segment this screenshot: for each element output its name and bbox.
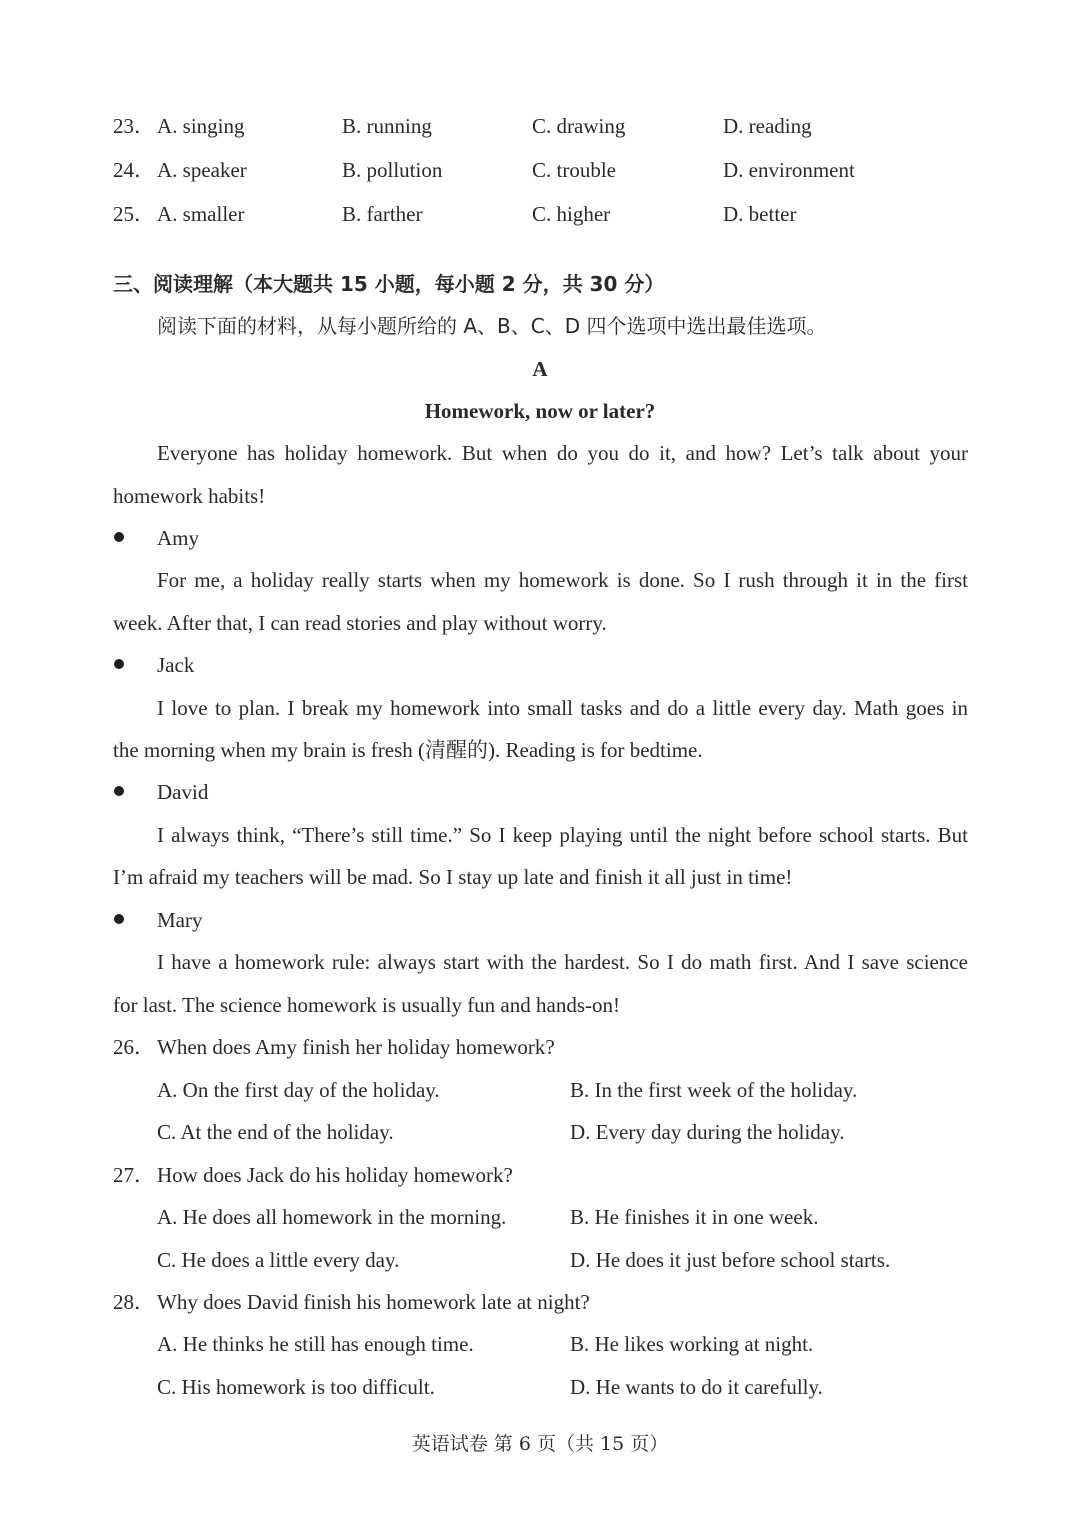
option-b: B. He finishes it in one week. xyxy=(570,1205,819,1229)
option-c: C. drawing xyxy=(532,114,626,138)
person-name-amy: Amy xyxy=(157,526,199,550)
option-a: A. He does all homework in the morning. xyxy=(157,1205,507,1229)
section-title: 三、阅读理解（本大题共 15 小题，每小题 2 分，共 30 分） xyxy=(113,272,665,296)
option-c: C. trouble xyxy=(532,158,616,182)
jack-line-1: I love to plan. I break my homework into small tasks and do a little every day. Math goes in xyxy=(157,696,968,720)
option-a: A. speaker xyxy=(157,158,247,182)
david-line-2: I’m afraid my teachers will be mad. So I stay up late and finish it all just in time! xyxy=(113,865,793,889)
question-stem: Why does David finish his homework late at night? xyxy=(157,1290,590,1314)
option-c: C. At the end of the holiday. xyxy=(157,1120,394,1144)
person-name-david: David xyxy=(157,780,209,804)
option-b: B. running xyxy=(342,114,432,138)
option-a: A. He thinks he still has enough time. xyxy=(157,1332,474,1356)
section-instruction: 阅读下面的材料，从每小题所给的 A、B、C、D 四个选项中选出最佳选项。 xyxy=(157,314,827,338)
option-d: D. reading xyxy=(723,114,812,138)
option-a: A. smaller xyxy=(157,202,245,226)
option-b: B. pollution xyxy=(342,158,443,182)
mary-line-2: for last. The science homework is usually fun and hands-on! xyxy=(113,993,620,1017)
mary-line-1: I have a homework rule: always start with the hardest. So I do math first. And I save science xyxy=(157,950,968,974)
person-name-jack: Jack xyxy=(157,653,195,677)
option-d: D. He does it just before school starts. xyxy=(570,1248,891,1272)
question-number: 25． xyxy=(113,202,155,226)
option-a: A. singing xyxy=(157,114,245,138)
option-d: D. better xyxy=(723,202,797,226)
option-b: B. farther xyxy=(342,202,423,226)
person-name-mary: Mary xyxy=(157,908,203,932)
option-b: B. In the first week of the holiday. xyxy=(570,1078,858,1102)
question-number: 26． xyxy=(113,1035,155,1059)
option-c: C. He does a little every day. xyxy=(157,1248,400,1272)
question-number: 24． xyxy=(113,158,155,182)
option-a: A. On the first day of the holiday. xyxy=(157,1078,440,1102)
option-c: C. higher xyxy=(532,202,611,226)
question-stem: When does Amy finish her holiday homework? xyxy=(157,1035,555,1059)
bullet-icon xyxy=(114,786,124,796)
option-d: D. He wants to do it carefully. xyxy=(570,1375,823,1399)
jack-line-2: the morning when my brain is fresh (清醒的). Reading is for bedtime. xyxy=(113,738,703,762)
question-number: 28． xyxy=(113,1290,155,1314)
intro-line-1: Everyone has holiday homework. But when do you do it, and how? Let’s talk about your xyxy=(157,441,968,465)
bullet-icon xyxy=(114,914,124,924)
option-c: C. His homework is too difficult. xyxy=(157,1375,435,1399)
amy-line-2: week. After that, I can read stories and play without worry. xyxy=(113,611,607,635)
david-line-1: I always think, “There’s still time.” So I keep playing until the night before school starts. But xyxy=(157,823,968,847)
page-footer: 英语试卷 第 6 页（共 15 页） xyxy=(411,1433,669,1455)
passage-title: Homework, now or later? xyxy=(424,399,656,423)
intro-line-2: homework habits! xyxy=(113,484,266,508)
passage-label: A xyxy=(532,357,548,381)
question-stem: How does Jack do his holiday homework? xyxy=(157,1163,513,1187)
option-b: B. He likes working at night. xyxy=(570,1332,814,1356)
question-number: 23． xyxy=(113,114,155,138)
amy-line-1: For me, a holiday really starts when my homework is done. So I rush through it in the first xyxy=(157,568,968,592)
option-d: D. environment xyxy=(723,158,855,182)
question-number: 27． xyxy=(113,1163,155,1187)
bullet-icon xyxy=(114,659,124,669)
option-d: D. Every day during the holiday. xyxy=(570,1120,845,1144)
bullet-icon xyxy=(114,532,124,542)
